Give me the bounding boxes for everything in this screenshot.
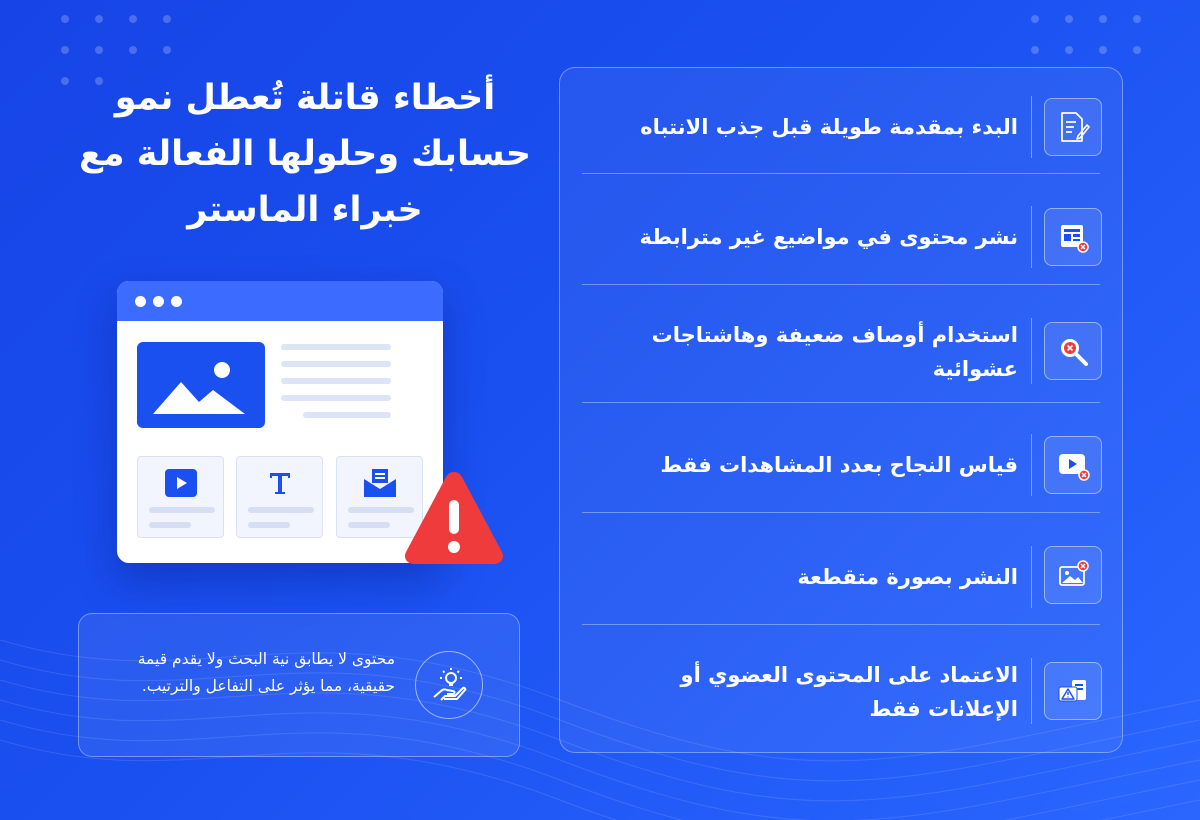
image-placeholder-icon bbox=[137, 342, 265, 428]
browser-title-bar bbox=[117, 281, 443, 321]
list-item bbox=[584, 96, 1102, 158]
window-dot bbox=[153, 296, 164, 307]
list-item bbox=[584, 658, 1102, 724]
warning-triangle-icon bbox=[403, 468, 505, 568]
envelope-icon bbox=[364, 469, 396, 497]
image-error-icon bbox=[1044, 546, 1102, 604]
play-video-icon bbox=[165, 469, 197, 497]
mistake-text: استخدام أوصاف ضعيفة وهاشتاجات عشوائية bbox=[651, 323, 1018, 381]
list-item bbox=[584, 546, 1102, 608]
list-item bbox=[584, 206, 1102, 268]
list-item bbox=[584, 318, 1102, 384]
mistakes-list bbox=[559, 67, 1123, 753]
layout-error-icon bbox=[1044, 208, 1102, 266]
window-dot bbox=[135, 296, 146, 307]
mistake-text: الاعتماد على المحتوى العضوي أو الإعلانات فقط bbox=[680, 663, 1018, 721]
text-t-icon bbox=[264, 469, 296, 497]
document-pen-icon bbox=[1044, 98, 1102, 156]
ads-warning-icon bbox=[1044, 662, 1102, 720]
browser-illustration bbox=[117, 281, 443, 563]
search-error-icon bbox=[1044, 322, 1102, 380]
mistake-text: قياس النجاح بعدد المشاهدات فقط bbox=[660, 453, 1018, 477]
video-card bbox=[137, 456, 224, 538]
video-error-icon bbox=[1044, 436, 1102, 494]
mistake-text: البدء بمقدمة طويلة قبل جذب الانتباه bbox=[640, 115, 1018, 139]
mistake-text: نشر محتوى في مواضيع غير مترابطة bbox=[639, 225, 1018, 249]
hand-lightbulb-icon bbox=[415, 651, 483, 719]
mistake-text: النشر بصورة متقطعة bbox=[797, 565, 1018, 589]
text-placeholder-lines bbox=[281, 344, 391, 429]
text-card bbox=[236, 456, 323, 538]
note-text: محتوى لا يطابق نية البحث ولا يقدم قيمة حقيقية، مما يؤثر على التفاعل والترتيب. bbox=[137, 650, 395, 695]
headline: أخطاء قاتلة تُعطل نمو حسابك وحلولها الفعالة مع خبراء الماستر bbox=[78, 78, 532, 230]
window-dot bbox=[171, 296, 182, 307]
list-item bbox=[584, 434, 1102, 496]
note-card bbox=[78, 613, 520, 757]
